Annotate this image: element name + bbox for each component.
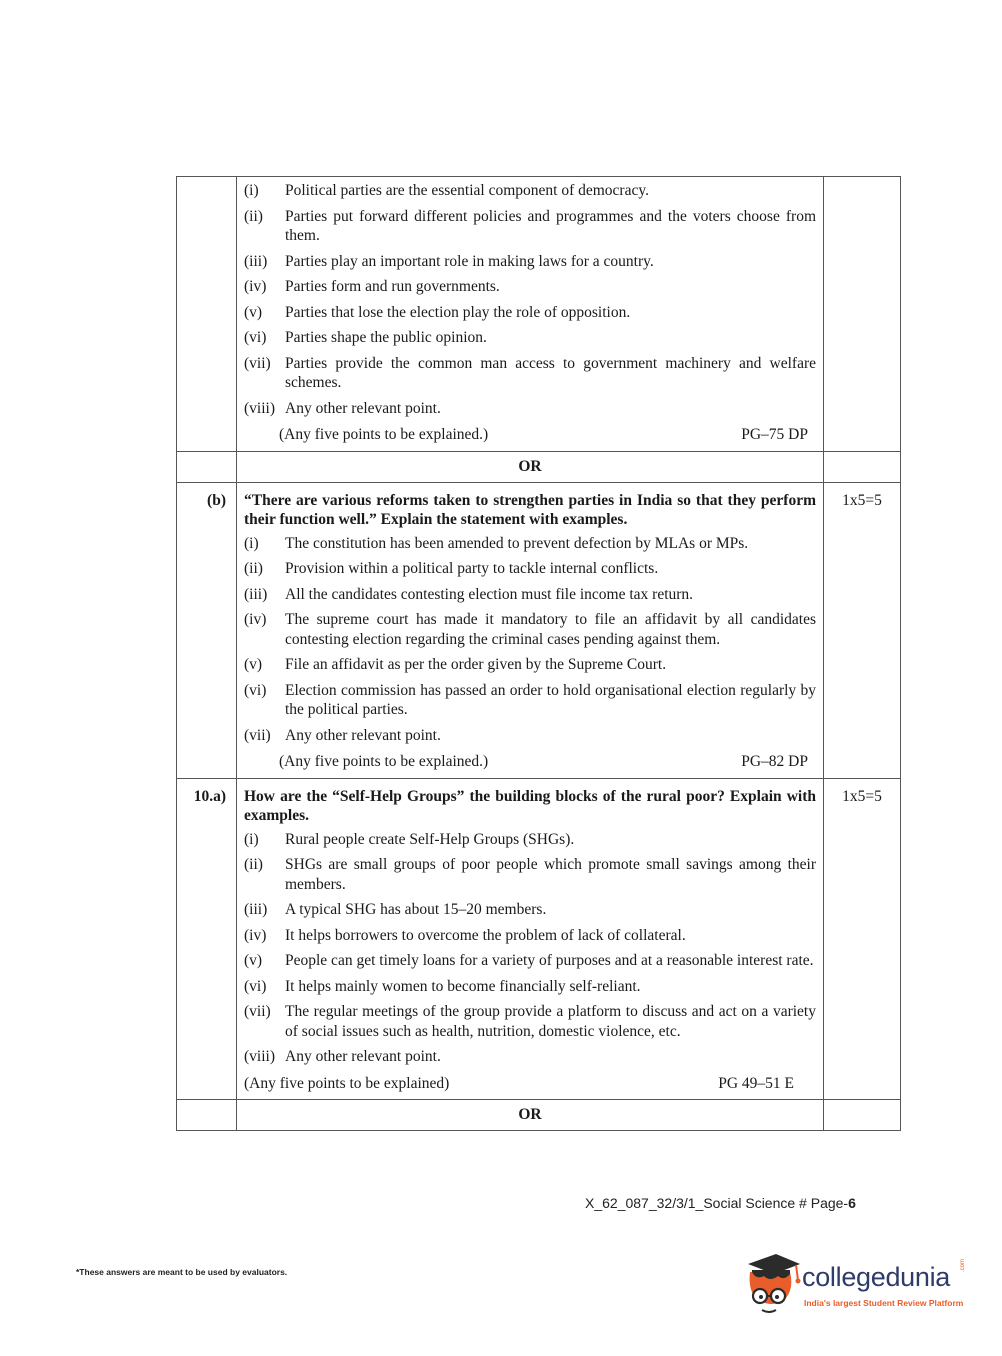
note-row (244, 751, 816, 778)
question-text: “There are various reforms taken to strengthen parties in India so that they perform their function well.” Explain the statement with examples. (244, 491, 816, 528)
list-item (244, 610, 816, 649)
point-number: (vi) (244, 681, 267, 699)
list-item (244, 399, 816, 419)
list-item (244, 585, 816, 605)
list-item (244, 328, 816, 348)
point-number: (v) (244, 952, 263, 969)
page-reference: PG–82 DP (741, 753, 808, 770)
point-text: Parties put forward different policies and programmes and the voters choose from them. (285, 207, 816, 244)
note-row (244, 424, 816, 451)
table-row-10a (177, 778, 901, 1100)
point-text: The constitution has been amended to prevent defection by MLAs or MPs. (285, 534, 749, 552)
question-text: How are the “Self-Help Groups” the building blocks of the rural poor? Explain with examples. (244, 787, 816, 824)
list-item (244, 977, 816, 997)
table-row-or (177, 1100, 901, 1131)
point-number: (iv) (244, 611, 267, 628)
list-item (244, 681, 816, 720)
point-text: Any other relevant point. (285, 726, 441, 744)
point-text: The regular meetings of the group provide a platform to discuss and act on a variety of social issues such as health, nutrition, domestic violence, etc. (285, 1003, 816, 1040)
list-item (244, 1002, 816, 1041)
point-text: Parties provide the common man access to government machinery and welfare schemes. (285, 354, 816, 391)
point-text: Parties that lose the election play the role of opposition. (285, 303, 631, 321)
qno-cell (177, 482, 237, 778)
point-text: Any other relevant point. (285, 1048, 441, 1065)
point-number: (v) (244, 656, 263, 673)
list-item (244, 900, 816, 920)
table-row-9a-continued (177, 177, 901, 452)
point-text: Parties play an important role in making laws for a country. (285, 252, 654, 270)
list-item (244, 277, 816, 297)
point-text: Provision within a political party to tackle internal conflicts. (285, 560, 659, 577)
marks-value: 1x5=5 (842, 491, 882, 509)
marks-cell (824, 482, 901, 778)
list-item (244, 252, 816, 272)
points-list-9a (244, 181, 816, 418)
point-text: The supreme court has made it mandatory to file an affidavit by all candidates contesting election regarding the criminal cases pending against them. (285, 611, 816, 648)
point-number: (i) (244, 534, 259, 552)
point-text: File an affidavit as per the order given by the Supreme Court. (285, 656, 667, 673)
point-number: (viii) (244, 1048, 275, 1065)
list-item (244, 181, 816, 201)
point-number: (iii) (244, 252, 268, 270)
point-number: (iv) (244, 278, 267, 295)
point-text: Any other relevant point. (285, 399, 441, 417)
point-text: It helps borrowers to overcome the problem of lack of collateral. (285, 926, 686, 944)
point-text: Parties form and run governments. (285, 278, 500, 295)
table-row-or (177, 451, 901, 482)
point-text: People can get timely loans for a variety of purposes and at a reasonable interest rate. (285, 952, 814, 969)
list-item (244, 534, 816, 554)
page-reference: PG 49–51 E (718, 1074, 794, 1092)
table-row-9b (177, 482, 901, 778)
page-reference: PG–75 DP (741, 426, 808, 443)
or-label: OR (237, 1100, 824, 1131)
mascot-icon (742, 1250, 802, 1320)
list-item (244, 655, 816, 675)
qno-cell (177, 177, 237, 452)
question-number: 10.a) (193, 787, 226, 805)
point-text: All the candidates contesting election must file income tax return. (285, 585, 694, 603)
point-number: (iv) (244, 926, 267, 944)
marks-value: 1x5=5 (842, 787, 882, 805)
evaluator-note: *These answers are meant to be used by evaluators. (76, 1267, 288, 1277)
point-number: (iii) (244, 585, 268, 603)
point-number: (i) (244, 182, 259, 199)
logo-suffix: .com (960, 1258, 966, 1272)
point-text: Political parties are the essential component of democracy. (285, 182, 649, 199)
list-item (244, 951, 816, 971)
list-item (244, 1047, 816, 1067)
answer-cell (237, 482, 824, 778)
list-item (244, 830, 816, 850)
points-note: (Any five points to be explained) (244, 1074, 450, 1092)
point-number: (ii) (244, 560, 263, 577)
point-text: Parties shape the public opinion. (285, 329, 487, 346)
marking-scheme-table (176, 176, 901, 1131)
logo-tagline: India's largest Student Review Platform (804, 1298, 964, 1308)
qno-cell (177, 778, 237, 1100)
point-number: (vi) (244, 329, 267, 346)
list-item (244, 855, 816, 894)
points-list-9b (244, 534, 816, 746)
point-number: (v) (244, 303, 263, 321)
point-text: Election commission has passed an order to hold organisational election regularly by the political parties. (285, 681, 816, 718)
point-number: (vii) (244, 726, 271, 744)
point-number: (vi) (244, 977, 267, 995)
answer-cell (237, 778, 824, 1100)
point-number: (i) (244, 830, 259, 848)
point-text: A typical SHG has about 15–20 members. (285, 901, 547, 918)
point-number: (iii) (244, 901, 268, 918)
point-number: (vii) (244, 354, 271, 372)
point-text: Rural people create Self-Help Groups (SHGs). (285, 830, 575, 848)
page-number: 6 (848, 1195, 856, 1211)
marks-cell (824, 778, 901, 1100)
note-row (244, 1073, 816, 1100)
logo-wordmark: collegedunia (802, 1262, 951, 1292)
points-list-10a (244, 830, 816, 1067)
points-note: (Any five points to be explained.) (279, 426, 489, 443)
list-item (244, 354, 816, 393)
point-number: (viii) (244, 399, 275, 417)
point-number: (ii) (244, 856, 263, 873)
page-code: X_62_087_32/3/1_Social Science # Page- (585, 1195, 849, 1211)
collegedunia-logo (742, 1250, 972, 1322)
list-item (244, 926, 816, 946)
point-text: It helps mainly women to become financially self-reliant. (285, 977, 641, 995)
page-footer-code (585, 1195, 856, 1211)
point-text: SHGs are small groups of poor people which promote small savings among their members. (285, 856, 816, 893)
list-item (244, 207, 816, 246)
points-note: (Any five points to be explained.) (279, 753, 489, 770)
question-number: (b) (207, 491, 226, 509)
point-number: (ii) (244, 207, 263, 225)
list-item (244, 303, 816, 323)
point-number: (vii) (244, 1003, 271, 1020)
list-item (244, 726, 816, 746)
marks-cell (824, 177, 901, 452)
answer-cell (237, 177, 824, 452)
list-item (244, 559, 816, 579)
or-label: OR (237, 451, 824, 482)
